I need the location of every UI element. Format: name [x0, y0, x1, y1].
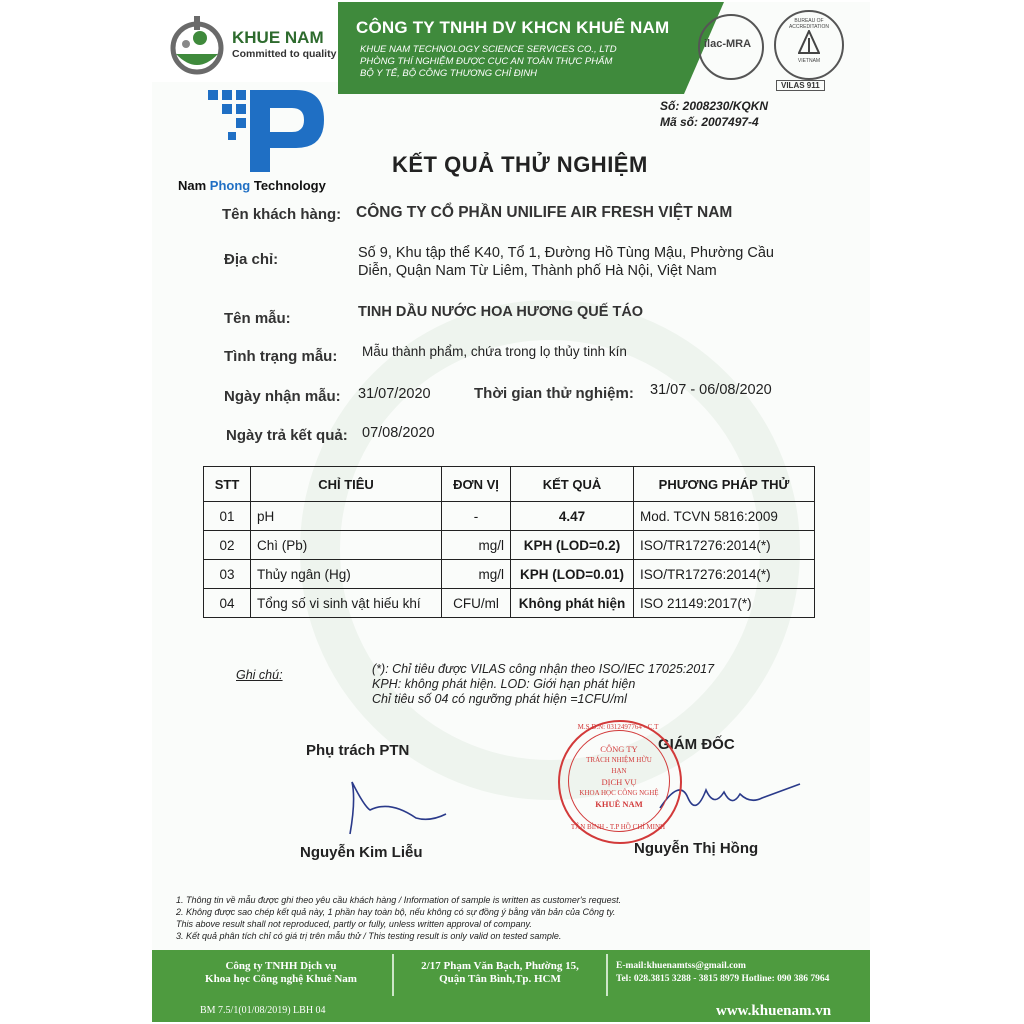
np-suffix: Technology: [250, 178, 326, 193]
table-row: [204, 589, 815, 618]
sample-label: Tên mẫu:: [224, 310, 291, 327]
footnote-line: 1. Thông tin về mẫu được ghi theo yêu cầu khách hàng / Information of sample is written as customer's request.: [176, 895, 622, 905]
footnote-line: 3. Kết quả phân tích chỉ có giá trị trên mẫu thử / This testing result is only valid on tested sample.: [176, 931, 562, 941]
cell-method: Mod. TCVN 5816:2009: [634, 502, 815, 531]
cell-unit: mg/l: [442, 560, 511, 589]
cell-result: 4.47: [511, 502, 634, 531]
sample-value: TINH DẦU NƯỚC HOA HƯƠNG QUẾ TÁO: [358, 304, 644, 320]
results-table: [203, 466, 815, 618]
np-blue: Phong: [209, 178, 251, 193]
address-line: Diễn, Quận Nam Từ Liêm, Thành phố Hà Nội, Việt Nam: [358, 263, 717, 279]
cell-criteria: pH: [251, 502, 442, 531]
nam-phong-logo-icon: [204, 82, 328, 176]
footer-company: [176, 960, 386, 986]
received-label: Ngày nhận mẫu:: [224, 388, 341, 405]
footer-address-line: Quận Tân Bình,Tp. HCM: [439, 973, 561, 985]
footer-divider: [392, 954, 394, 996]
stamp-center-text: [578, 744, 660, 810]
cell-result: Không phát hiện: [511, 589, 634, 618]
page-title: KẾT QUẢ THỬ NGHIỆM: [392, 152, 648, 177]
cell-criteria: Thủy ngân (Hg): [251, 560, 442, 589]
table-row: [204, 560, 815, 589]
address-label: Địa chỉ:: [224, 251, 279, 268]
test-time-label: Thời gian thử nghiệm:: [474, 385, 634, 402]
col-header-unit: ĐƠN VỊ: [442, 467, 511, 502]
left-signer-role: Phụ trách PTN: [306, 742, 410, 759]
footnotes: [176, 894, 856, 942]
stamp-line: CÔNG TY: [600, 744, 638, 754]
table-row: [204, 531, 815, 560]
cell-unit: -: [442, 502, 511, 531]
code-number: Mã số: 2007497-4: [660, 115, 759, 129]
status-value: Mẫu thành phẩm, chứa trong lọ thủy tinh kín: [362, 344, 627, 359]
vietnam-label: VIETNAM: [797, 58, 821, 64]
company-subtitle: [360, 44, 680, 80]
stamp-ring-top: M.S.D.N: 0312497764 - C.T: [577, 723, 659, 731]
brand-name: KHUE NAM: [232, 28, 324, 47]
note-line: KPH: không phát hiện. LOD: Giới hạn phát hiện: [372, 677, 636, 691]
address-line: Số 9, Khu tập thể K40, Tổ 1, Đường Hồ Tùng Mậu, Phường Cầu: [358, 245, 774, 261]
accreditation-ring-text: BUREAU OF ACCREDITATION: [788, 18, 830, 30]
cell-stt: 03: [204, 560, 251, 589]
table-header-row: [204, 467, 815, 502]
ilac-mra-label: ilac-MRA: [704, 38, 752, 50]
report-number: Số: 2008230/KQKN: [660, 99, 769, 113]
cell-method: ISO 21149:2017(*): [634, 589, 815, 618]
accreditation-mark-icon: [798, 30, 820, 54]
company-sub-line: BỘ Y TẾ, BỘ CÔNG THƯƠNG CHỈ ĐỊNH: [360, 68, 537, 79]
cell-stt: 01: [204, 502, 251, 531]
footer-company-line: Khoa học Công nghệ Khuê Nam: [205, 973, 357, 985]
cell-criteria: Tổng số vi sinh vật hiếu khí: [251, 589, 442, 618]
footer-company-line: Công ty TNHH Dịch vụ: [225, 960, 337, 972]
ilac-mra-logo: [698, 14, 764, 80]
vilas-number: VILAS 911: [776, 80, 825, 91]
stamp-line: KHUÊ NAM: [595, 799, 643, 809]
stamp-line: TRÁCH NHIỆM HỮU HẠN: [586, 756, 652, 775]
test-time-value: 31/07 - 06/08/2020: [650, 382, 772, 398]
footer-divider: [606, 954, 608, 996]
company-sub-line: KHUE NAM TECHNOLOGY SCIENCE SERVICES CO., LTD: [360, 44, 617, 55]
address-value: [358, 244, 774, 280]
footer-tel: Tel: 028.3815 3288 - 3815 8979 Hotline: 090 386 7964: [616, 974, 830, 984]
notes-body: [372, 662, 714, 707]
footer-address-line: 2/17 Phạm Văn Bạch, Phường 15,: [421, 960, 579, 972]
cell-criteria: Chì (Pb): [251, 531, 442, 560]
cell-result: KPH (LOD=0.2): [511, 531, 634, 560]
received-value: 31/07/2020: [358, 386, 431, 402]
stamp-line: DỊCH VỤ: [601, 777, 637, 787]
brand-tagline: Committed to quality: [232, 48, 337, 60]
form-code: BM 7.5/1(01/08/2019) LBH 04: [200, 1005, 326, 1016]
cell-unit: mg/l: [442, 531, 511, 560]
status-label: Tình trạng mẫu:: [224, 348, 338, 365]
cell-unit: CFU/ml: [442, 589, 511, 618]
footer-address: [398, 960, 602, 986]
notes-label: Ghi chú:: [236, 668, 283, 682]
cell-method: ISO/TR17276:2014(*): [634, 531, 815, 560]
right-signer-role: GIÁM ĐỐC: [658, 736, 735, 753]
col-header-method: PHƯƠNG PHÁP THỬ: [634, 467, 815, 502]
left-signer-name: Nguyễn Kim Liễu: [300, 844, 423, 861]
company-sub-line: PHÒNG THÍ NGHIỆM ĐƯỢC CỤC AN TOÀN THỰC PHẨM: [360, 56, 613, 67]
cell-stt: 04: [204, 589, 251, 618]
return-value: 07/08/2020: [362, 425, 435, 441]
return-label: Ngày trả kết quả:: [226, 427, 348, 444]
nam-phong-brand: [178, 178, 326, 193]
footer-email: E-mail:khuenamtss@gmail.com: [616, 961, 746, 971]
footnote-line: This above result shall not reproduced, partly or fully, unless written approval of company.: [176, 919, 532, 929]
np-prefix: Nam: [178, 178, 210, 193]
col-header-result: KẾT QUẢ: [511, 467, 634, 502]
table-row: [204, 502, 815, 531]
stamp-line: KHOA HỌC CÔNG NGHỆ: [579, 789, 659, 797]
cell-result: KPH (LOD=0.01): [511, 560, 634, 589]
document-number: [660, 98, 768, 130]
left-signature-icon: [330, 770, 450, 840]
col-header-criteria: CHỈ TIÊU: [251, 467, 442, 502]
footer-contact: [616, 960, 866, 986]
note-line: Chỉ tiêu số 04 có ngưỡng phát hiện =1CFU/ml: [372, 692, 627, 706]
company-title: CÔNG TY TNHH DV KHCN KHUÊ NAM: [356, 18, 670, 37]
customer-value: CÔNG TY CỔ PHẦN UNILIFE AIR FRESH VIỆT NAM: [356, 204, 733, 221]
stamp-ring-bottom: TÂN BÌNH - T.P HỒ CHÍ MINH: [570, 823, 666, 831]
right-signer-name: Nguyễn Thị Hồng: [634, 840, 759, 857]
website-link[interactable]: www.khuenam.vn: [716, 1003, 832, 1019]
khue-nam-logo-icon: [166, 14, 228, 76]
cell-stt: 02: [204, 531, 251, 560]
accreditation-seal: [774, 10, 844, 80]
note-line: (*): Chỉ tiêu được VILAS công nhận theo ISO/IEC 17025:2017: [372, 662, 715, 676]
customer-label: Tên khách hàng:: [222, 206, 342, 223]
col-header-stt: STT: [204, 467, 251, 502]
cell-method: ISO/TR17276:2014(*): [634, 560, 815, 589]
footnote-line: 2. Không được sao chép kết quả này, 1 phần hay toàn bộ, nếu không có sự đồng ý bằng văn bản của Công ty.: [176, 907, 616, 917]
